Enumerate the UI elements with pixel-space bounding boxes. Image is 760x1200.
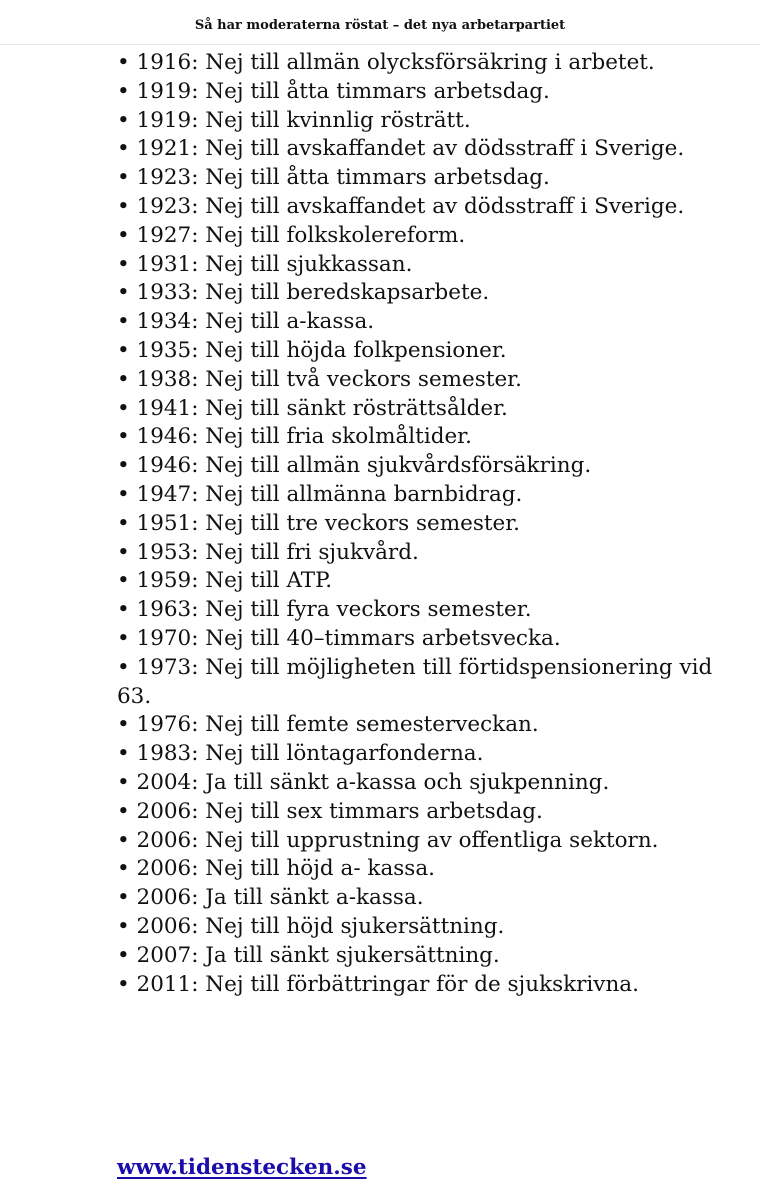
- list-item: • 1973: Nej till möjligheten till förtidspensionering vid 63.: [117, 654, 713, 709]
- header-divider: [0, 44, 760, 45]
- list-item: • 1946: Nej till allmän sjukvårdsförsäkring.: [117, 453, 592, 479]
- list-item: • 1919: Nej till åtta timmars arbetsdag.: [117, 78, 550, 104]
- list-item: • 1959: Nej till ATP.: [117, 568, 333, 594]
- list-item: • 1923: Nej till avskaffandet av dödsstraff i Sverige.: [117, 193, 685, 219]
- list-item: • 2007: Ja till sänkt sjukersättning.: [117, 942, 500, 968]
- list-item: • 1927: Nej till folkskolereform.: [117, 222, 466, 248]
- website-link[interactable]: www.tidenstecken.se: [117, 1155, 367, 1180]
- list-item: • 1935: Nej till höjda folkpensioner.: [117, 337, 507, 363]
- list-item: • 1976: Nej till femte semesterveckan.: [117, 712, 539, 738]
- list-item: • 1953: Nej till fri sjukvård.: [117, 539, 419, 565]
- list-item: • 1963: Nej till fyra veckors semester.: [117, 597, 532, 623]
- list-item: • 2006: Nej till höjd sjukersättning.: [117, 913, 505, 939]
- list-item: • 2004: Ja till sänkt a-kassa och sjukpenning.: [117, 769, 610, 795]
- list-item: • 2006: Nej till sex timmars arbetsdag.: [117, 798, 543, 824]
- list-item: • 1933: Nej till beredskapsarbete.: [117, 280, 490, 306]
- list-item: • 1946: Nej till fria skolmåltider.: [117, 424, 472, 450]
- list-item: • 1941: Nej till sänkt rösträttsålder.: [117, 395, 508, 421]
- list-item: • 1934: Nej till a-kassa.: [117, 309, 375, 335]
- vote-history-list: [117, 49, 717, 999]
- list-item: • 2006: Ja till sänkt a-kassa.: [117, 885, 424, 911]
- list-item: • 1923: Nej till åtta timmars arbetsdag.: [117, 165, 550, 191]
- list-item: • 2006: Nej till upprustning av offentliga sektorn.: [117, 827, 659, 853]
- list-item: • 1916: Nej till allmän olycksförsäkring i arbetet.: [117, 50, 655, 75]
- page-title: Så har moderaterna röstat – det nya arbetarpartiet: [194, 18, 566, 33]
- list-item: • 1947: Nej till allmänna barnbidrag.: [117, 481, 523, 507]
- list-item: • 1970: Nej till 40–timmars arbetsvecka.: [117, 625, 561, 651]
- list-item: • 1938: Nej till två veckors semester.: [117, 366, 522, 392]
- list-item: • 1983: Nej till löntagarfonderna.: [117, 741, 484, 767]
- list-item: • 1919: Nej till kvinnlig rösträtt.: [117, 107, 471, 133]
- list-item: • 1921: Nej till avskaffandet av dödsstraff i Sverige.: [117, 136, 685, 162]
- list-item: • 1951: Nej till tre veckors semester.: [117, 510, 520, 536]
- list-item: • 2006: Nej till höjd a- kassa.: [117, 856, 435, 882]
- list-item: • 1931: Nej till sjukkassan.: [117, 251, 413, 277]
- list-item: • 2011: Nej till förbättringar för de sjukskrivna.: [117, 971, 639, 997]
